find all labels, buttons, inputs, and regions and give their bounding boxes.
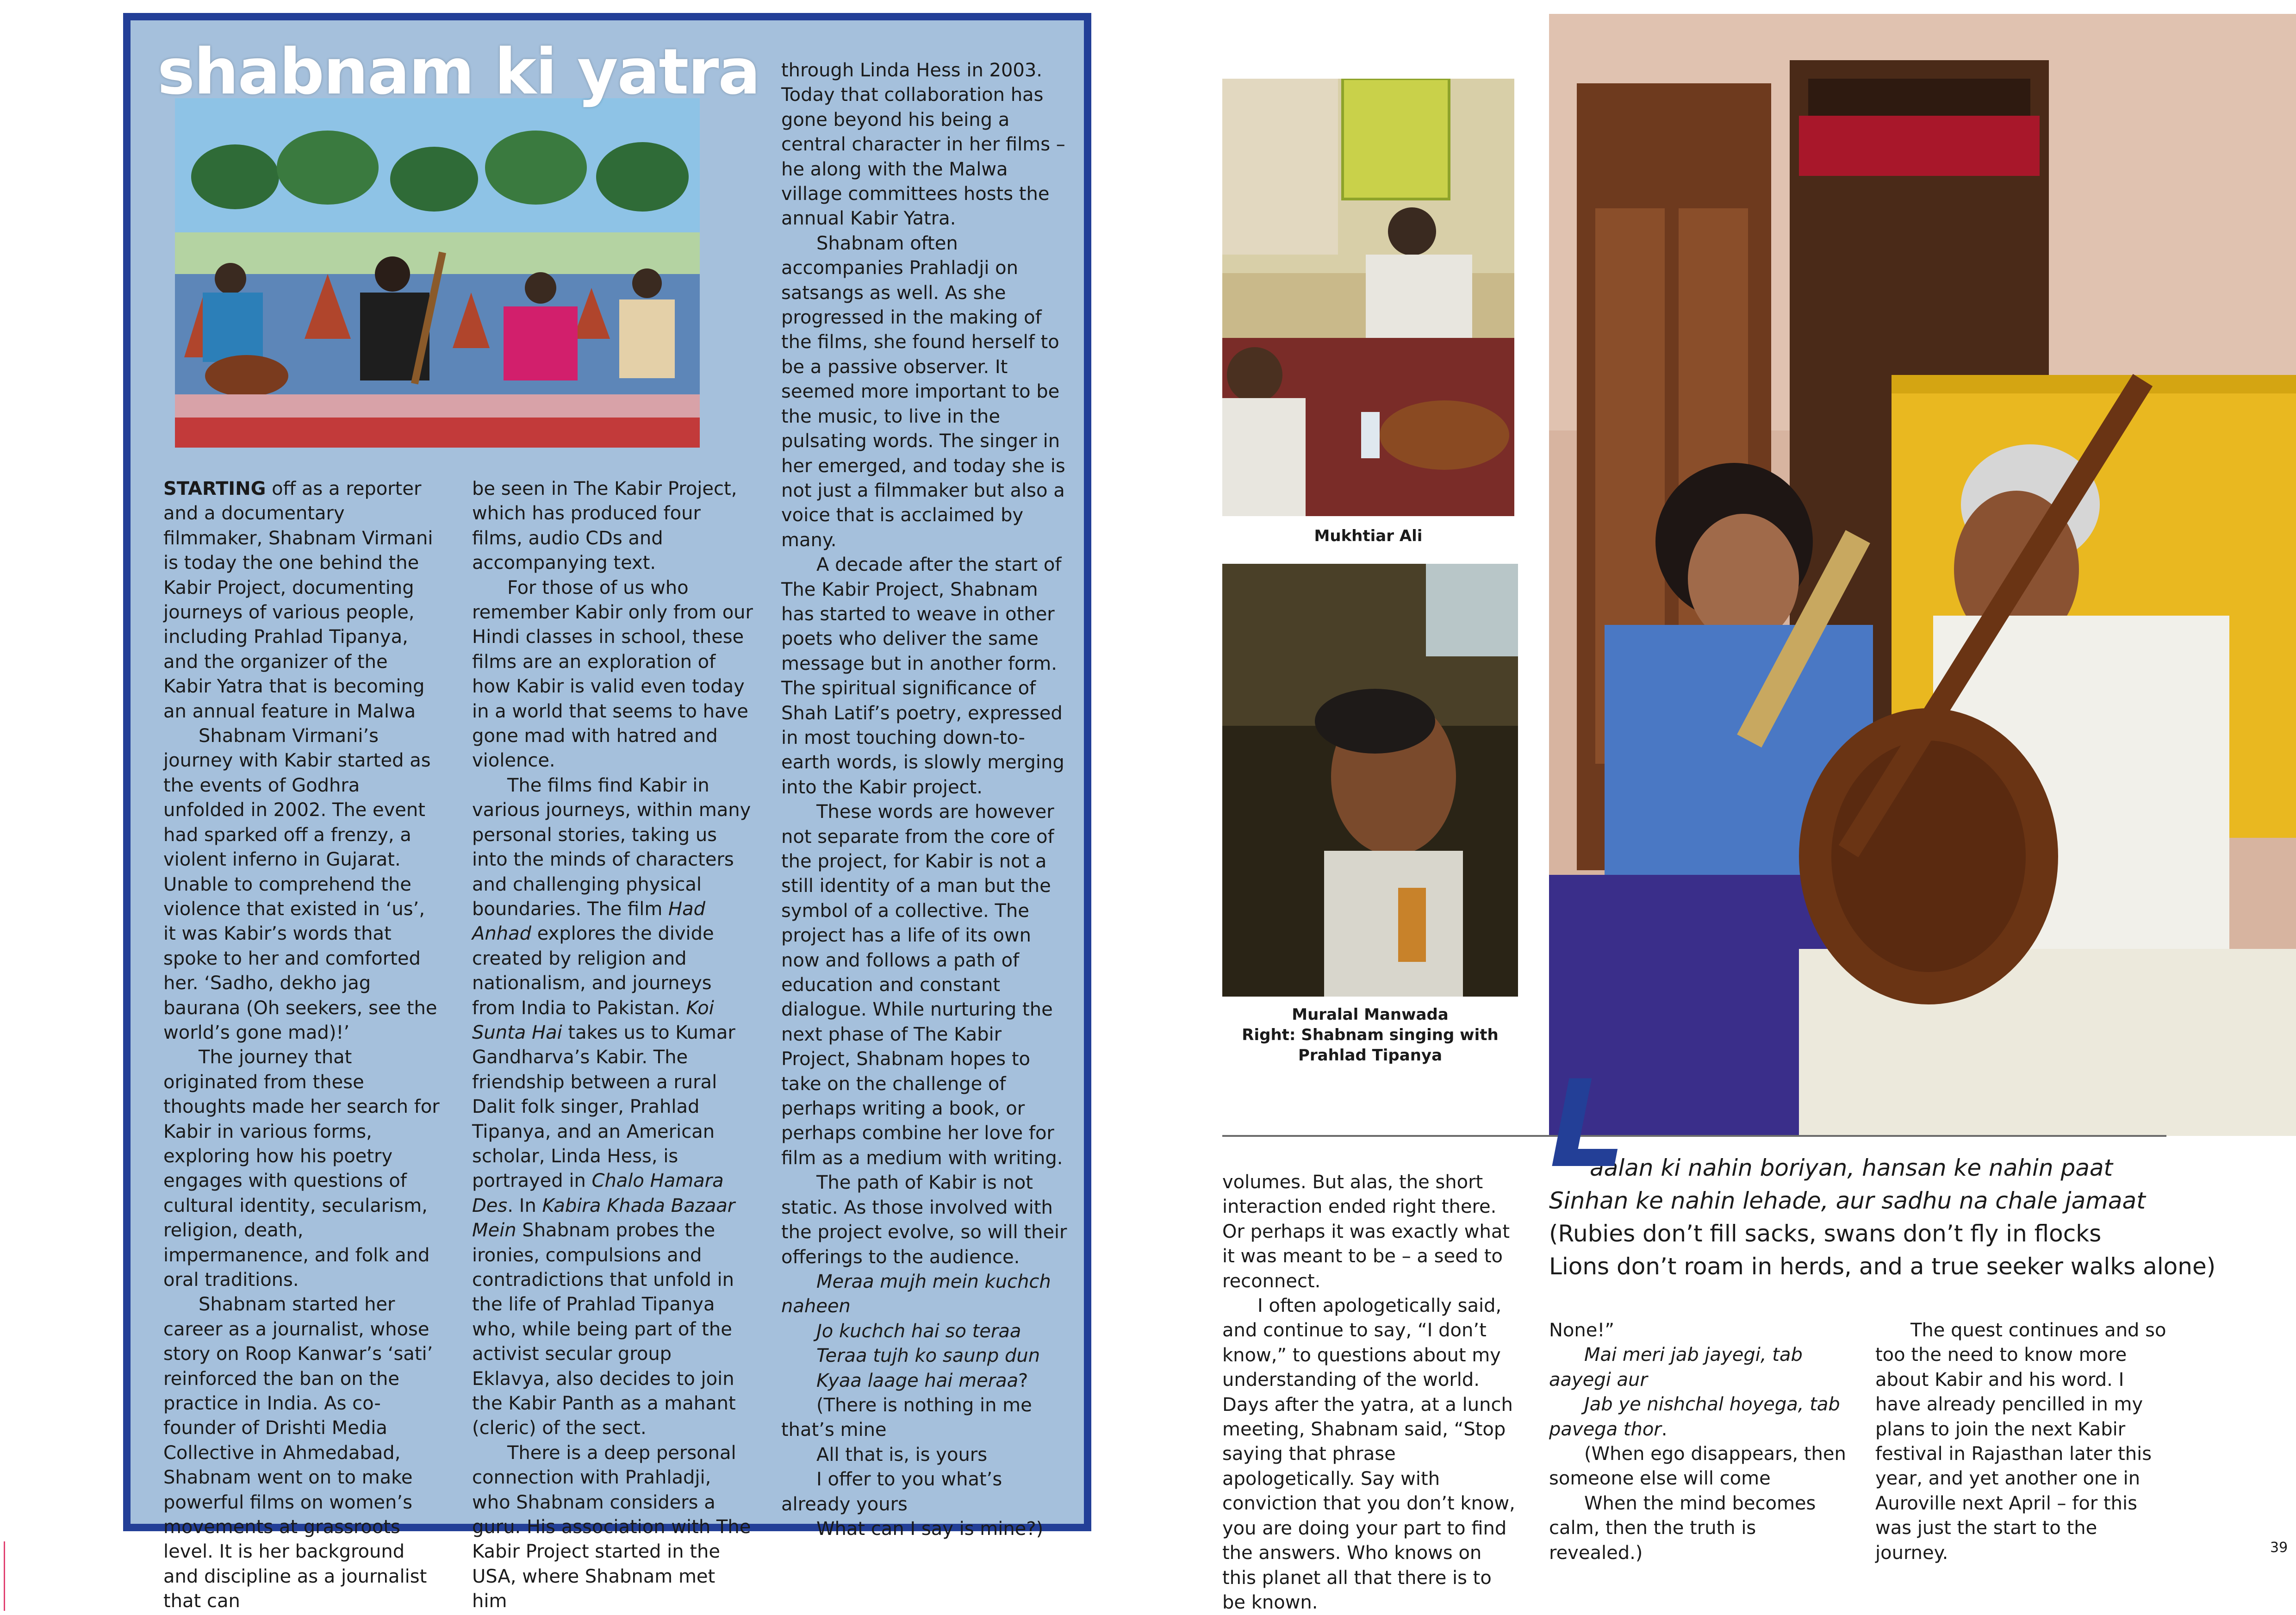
paragraph: A decade after the start of The Kabir Project, Shabnam has started to weave in other poets who deliver the same message but in another form. The spiritual significance of Shah Latif’s poetry, expressed in most touching down-to-earth words, is slowly merging into the Kabir project. [781,554,1064,798]
text-run: explores the divide created by religion and nationalism, and journeys from India to Pakistan. [472,923,714,1019]
translation-line: All that is, is yours [816,1444,988,1465]
section-divider [1222,1135,2166,1137]
translation-line: When the mind becomes calm, then the truth is revealed.) [1549,1492,1816,1564]
photo-caption: Mukhtiar Ali [1314,527,1423,545]
verse-line: Mai meri jab jayegi, tab aayegi aur [1549,1344,1803,1391]
paragraph: For those of us who remember Kabir only from our Hindi classes in school, these films are an exploration of how Kabir is valid even today in a world that seems to have gone mad with hatred and violence. [472,577,753,772]
film-title: Kabira Khada Bazaar Mein [472,1195,735,1241]
poem-line: Sinhan ke nahin lehade, aur sadhu na chale jamaat [1549,1187,2146,1214]
article-column-3 [781,58,1068,1541]
translation-line: What can I say is mine?) [816,1518,1044,1540]
article-column-6 [1875,1318,2172,1565]
verse-text: Kyaa laage hai meraa [816,1370,1019,1391]
verse-line: Meraa mujh mein kuchch naheen [781,1271,1051,1317]
concert-photo [175,98,700,448]
paragraph: Shabnam Virmani’s journey with Kabir started as the events of Godhra unfolded in 2002. The event had sparked off a frenzy, a violent inferno in Gujarat. Unable to comprehend the violence that existed in ‘us’, it was Kabir’s words that spoke to her and comforted her. ‘Sadho, dekho jag baurana (Oh seekers, see the world’s gone mad)!’ [163,725,437,1043]
muralal-manwada-photo [1222,564,1518,997]
film-title: Koi Sunta Hai [472,997,714,1043]
pull-quote-poem [1549,1152,2280,1283]
translation-line: I offer to you what’s already yours [781,1469,1002,1515]
paragraph: The journey that originated from these thoughts made her search for Kabir in various forms, exploring how his poetry engages with questions of cultural identity, secularism, religion, death, impermanence, and folk and oral traditions. [163,1047,440,1291]
verse-line [1549,1392,1850,1442]
caption-line: Prahlad Tipanya [1298,1046,1443,1065]
paragraph [472,773,754,1441]
paragraph: The path of Kabir is not static. As those involved with the project evolve, so will their offerings to the audience. [781,1172,1067,1268]
page-number: 39 [2270,1540,2288,1556]
film-title: Had Anhad [472,898,705,945]
paragraph: The quest continues and so too the need to know more about Kabir and his word. I have already pencilled in my plans to join the next Kabir festival in Rajasthan later this year, and yet another one in Auroville next April – for this was just the start to the journey. [1875,1320,2166,1564]
caption-line: Muralal Manwada [1292,1005,1449,1024]
article-title: shabnam ki yatra [157,36,760,109]
text-run: Shabnam probes the ironies, compulsions and contradictions that unfold in the life of Prahlad Tipanya who, while being part of the activist secular group Eklavya, also decides to join the Kabir Panth as a mahant (cleric) of the sect. [472,1220,736,1439]
paragraph: be seen in The Kabir Project, which has produced four films, audio CDs and accompanying text. [472,478,737,574]
poem-translation-line: (Rubies don’t fill sacks, swans don’t fly in flocks [1549,1220,2102,1247]
film-title: Chalo Hamara Des [472,1170,724,1216]
lead-text: off as a reporter and a documentary filmmaker, Shabnam Virmani is today the one behind the Kabir Project, documenting journeys of various people, including Prahlad Tipanya, and the organizer of the Kabir Yatra that is becoming an annual feature in Malwa [163,478,433,722]
verse-line: Teraa tujh ko saunp dun [816,1345,1040,1367]
article-column-4 [1222,1170,1518,1615]
drop-cap: L [1549,1055,1626,1195]
article-column-1 [163,477,441,1614]
paragraph: Shabnam started her career as a journalist, whose story on Roop Kanwar’s ‘sati’ reinforced the ban on the practice in India. As co-founder of Drishti Media Collective in Ahmedabad, Shabnam went on to make powerful films on women’s movements at grassroots level. It is her background and discipline as a journalist that can [163,1294,433,1612]
article-column-5 [1549,1318,1850,1565]
shabnam-prahlad-photo [1549,14,2296,1136]
verse-punct: . [1661,1418,1668,1440]
text-run: The films find Kabir in various journeys, within many personal stories, taking us into the minds of characters and challenging physical boundaries. The film [472,774,751,920]
verse-line [781,1369,1068,1393]
paragraph: There is a deep personal connection with Prahladji, who Shabnam considers a guru. His association with The Kabir Project started in the USA, where Shabnam met him [472,1442,751,1612]
translation-line: (When ego disappears, then someone else will come [1549,1443,1846,1490]
paragraph: Shabnam often accompanies Prahladji on satsangs as well. As she progressed in the making of the films, she found herself to be a passive observer. It seemed more important to be the music, to live in the pulsating words. The singer in her emerged, and today she is not just a filmmaker but also a voice that is acclaimed by many. [781,232,1065,551]
paragraph: through Linda Hess in 2003. Today that collaboration has gone beyond his being a central character in her films – he along with the Malwa village committees hosts the annual Kabir Yatra. [781,60,1065,230]
mukhtiar-ali-photo [1222,79,1514,516]
paragraph: None!” [1549,1320,1615,1341]
poem-line: aalan ki nahin boriyan, hansan ke nahin paat [1590,1154,2113,1181]
verse-line: Jo kuchch hai so teraa [816,1320,1021,1342]
photo-caption [1222,1004,1518,1066]
lead-word: STARTING [163,478,266,499]
page-edge-mark [4,1541,5,1611]
verse-text: Jab ye nishchal hoyega, tab pavega thor [1549,1394,1840,1440]
text-run: takes us to Kumar Gandharva’s Kabir. The friendship between a rural Dalit folk singer, Prahlad Tipanya, and an American scholar, Linda Hess, is portrayed in [472,1022,735,1192]
translation-line: (There is nothing in me that’s mine [781,1394,1032,1441]
caption-line: Right: Shabnam singing with [1242,1026,1499,1044]
paragraph: These words are however not separate from the core of the project, for Kabir is not a still identity of a man but the symbol of a collective. The project has a life of its own now and follows a path of education and constant dialogue. While nurturing the next phase of The Kabir Project, Shabnam hopes to take on the challenge of perhaps writing a book, or perhaps combine her love for film as a medium with writing. [781,801,1063,1169]
text-run: . In [507,1195,542,1216]
poem-translation-line: Lions don’t roam in herds, and a true seeker walks alone) [1549,1253,2216,1280]
paragraph: I often apologetically said, and continue to say, “I don’t know,” to questions about my understanding of the world. Days after the yatra, at a lunch meeting, Shabnam said, “Stop saying that phrase apologetically. Say with conviction that you don’t know, you are doing your part to find the answers. Who knows on this planet all that there is to be known. [1222,1295,1515,1613]
paragraph: volumes. But alas, the short interaction ended right there. Or perhaps it was exactly what it was meant to be – a seed to reconnect. [1222,1172,1510,1292]
article-column-2 [472,477,754,1614]
paragraph [163,477,441,724]
verse-punct: ? [1018,1370,1028,1391]
